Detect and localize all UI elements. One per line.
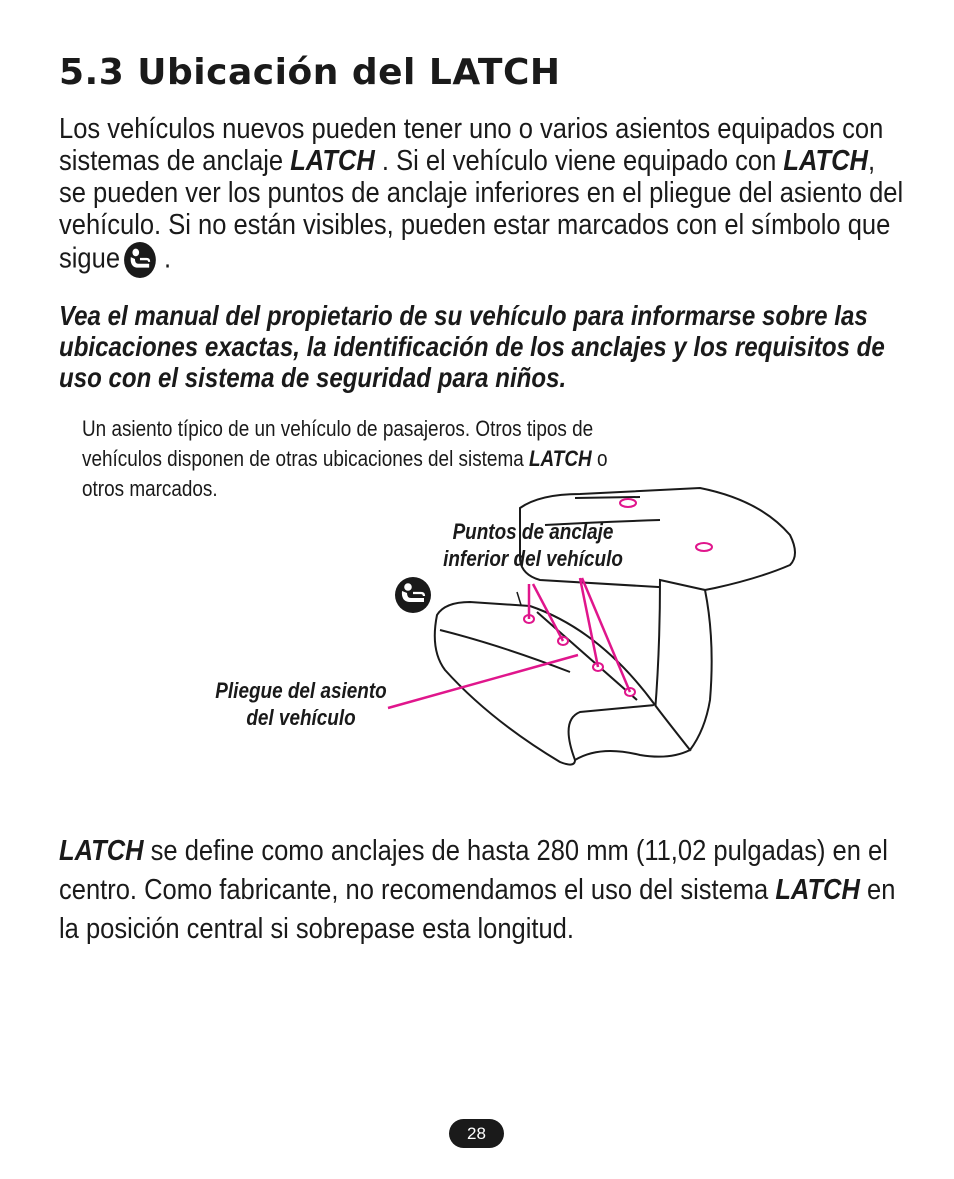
caption-text-1: Un asiento típico de un vehículo de pasajeros. Otros tipos de vehículos disponen de otras ubicaciones del sistema	[82, 416, 594, 471]
latch-term: LATCH	[783, 145, 868, 177]
seat-crease-label-line-2: del vehículo	[246, 705, 356, 730]
lower-anchors-label-line-1: Puntos de anclaje	[452, 519, 614, 544]
seat-crease-label	[194, 677, 409, 731]
latch-definition-text-1: se define como anclajes de hasta 280 mm (11,02 pulgadas) en el centro. Como fabricante, no recomendamos el uso del sistema	[59, 835, 888, 906]
page-title: 5.3 Ubicación del LATCH	[59, 52, 561, 93]
intro-text-4: .	[156, 242, 172, 275]
latch-symbol-icon	[395, 577, 431, 613]
intro-text-1: Los vehículos nuevos pueden tener uno o varios asientos equipados con sistemas de anclaje	[59, 113, 884, 177]
latch-definition-paragraph	[59, 832, 909, 949]
latch-term: LATCH	[59, 835, 144, 867]
anchor-tick	[517, 592, 521, 605]
caption-text-2: o otros marcados.	[82, 446, 608, 501]
intro-paragraph	[59, 113, 909, 279]
latch-symbol-icon	[124, 241, 157, 279]
seat-crease-label-line-1: Pliegue del asiento	[215, 678, 387, 703]
intro-text-3: , se pueden ver los puntos de anclaje inferiores en el pliegue del asiento del vehículo. Si no están visibles, pueden estar marcados con el símbolo que sigue	[59, 145, 904, 275]
lower-anchors-label	[426, 518, 641, 572]
lower-anchors-label-line-2: inferior del vehículo	[443, 546, 623, 571]
page-number-badge: 28	[449, 1119, 504, 1148]
latch-definition-text-2: en la posición central si sobrepase esta longitud.	[59, 874, 896, 945]
owner-manual-note: Vea el manual del propietario de su vehículo para informarse sobre las ubicaciones exactas, la identificación de los anclajes y los requisitos de uso con el sistema de seguridad para niños.	[59, 300, 885, 393]
intro-text-2: . Si el vehículo viene equipado con	[374, 145, 784, 177]
latch-term: LATCH	[290, 145, 375, 177]
latch-term: LATCH	[775, 874, 860, 906]
latch-term: LATCH	[528, 446, 592, 471]
